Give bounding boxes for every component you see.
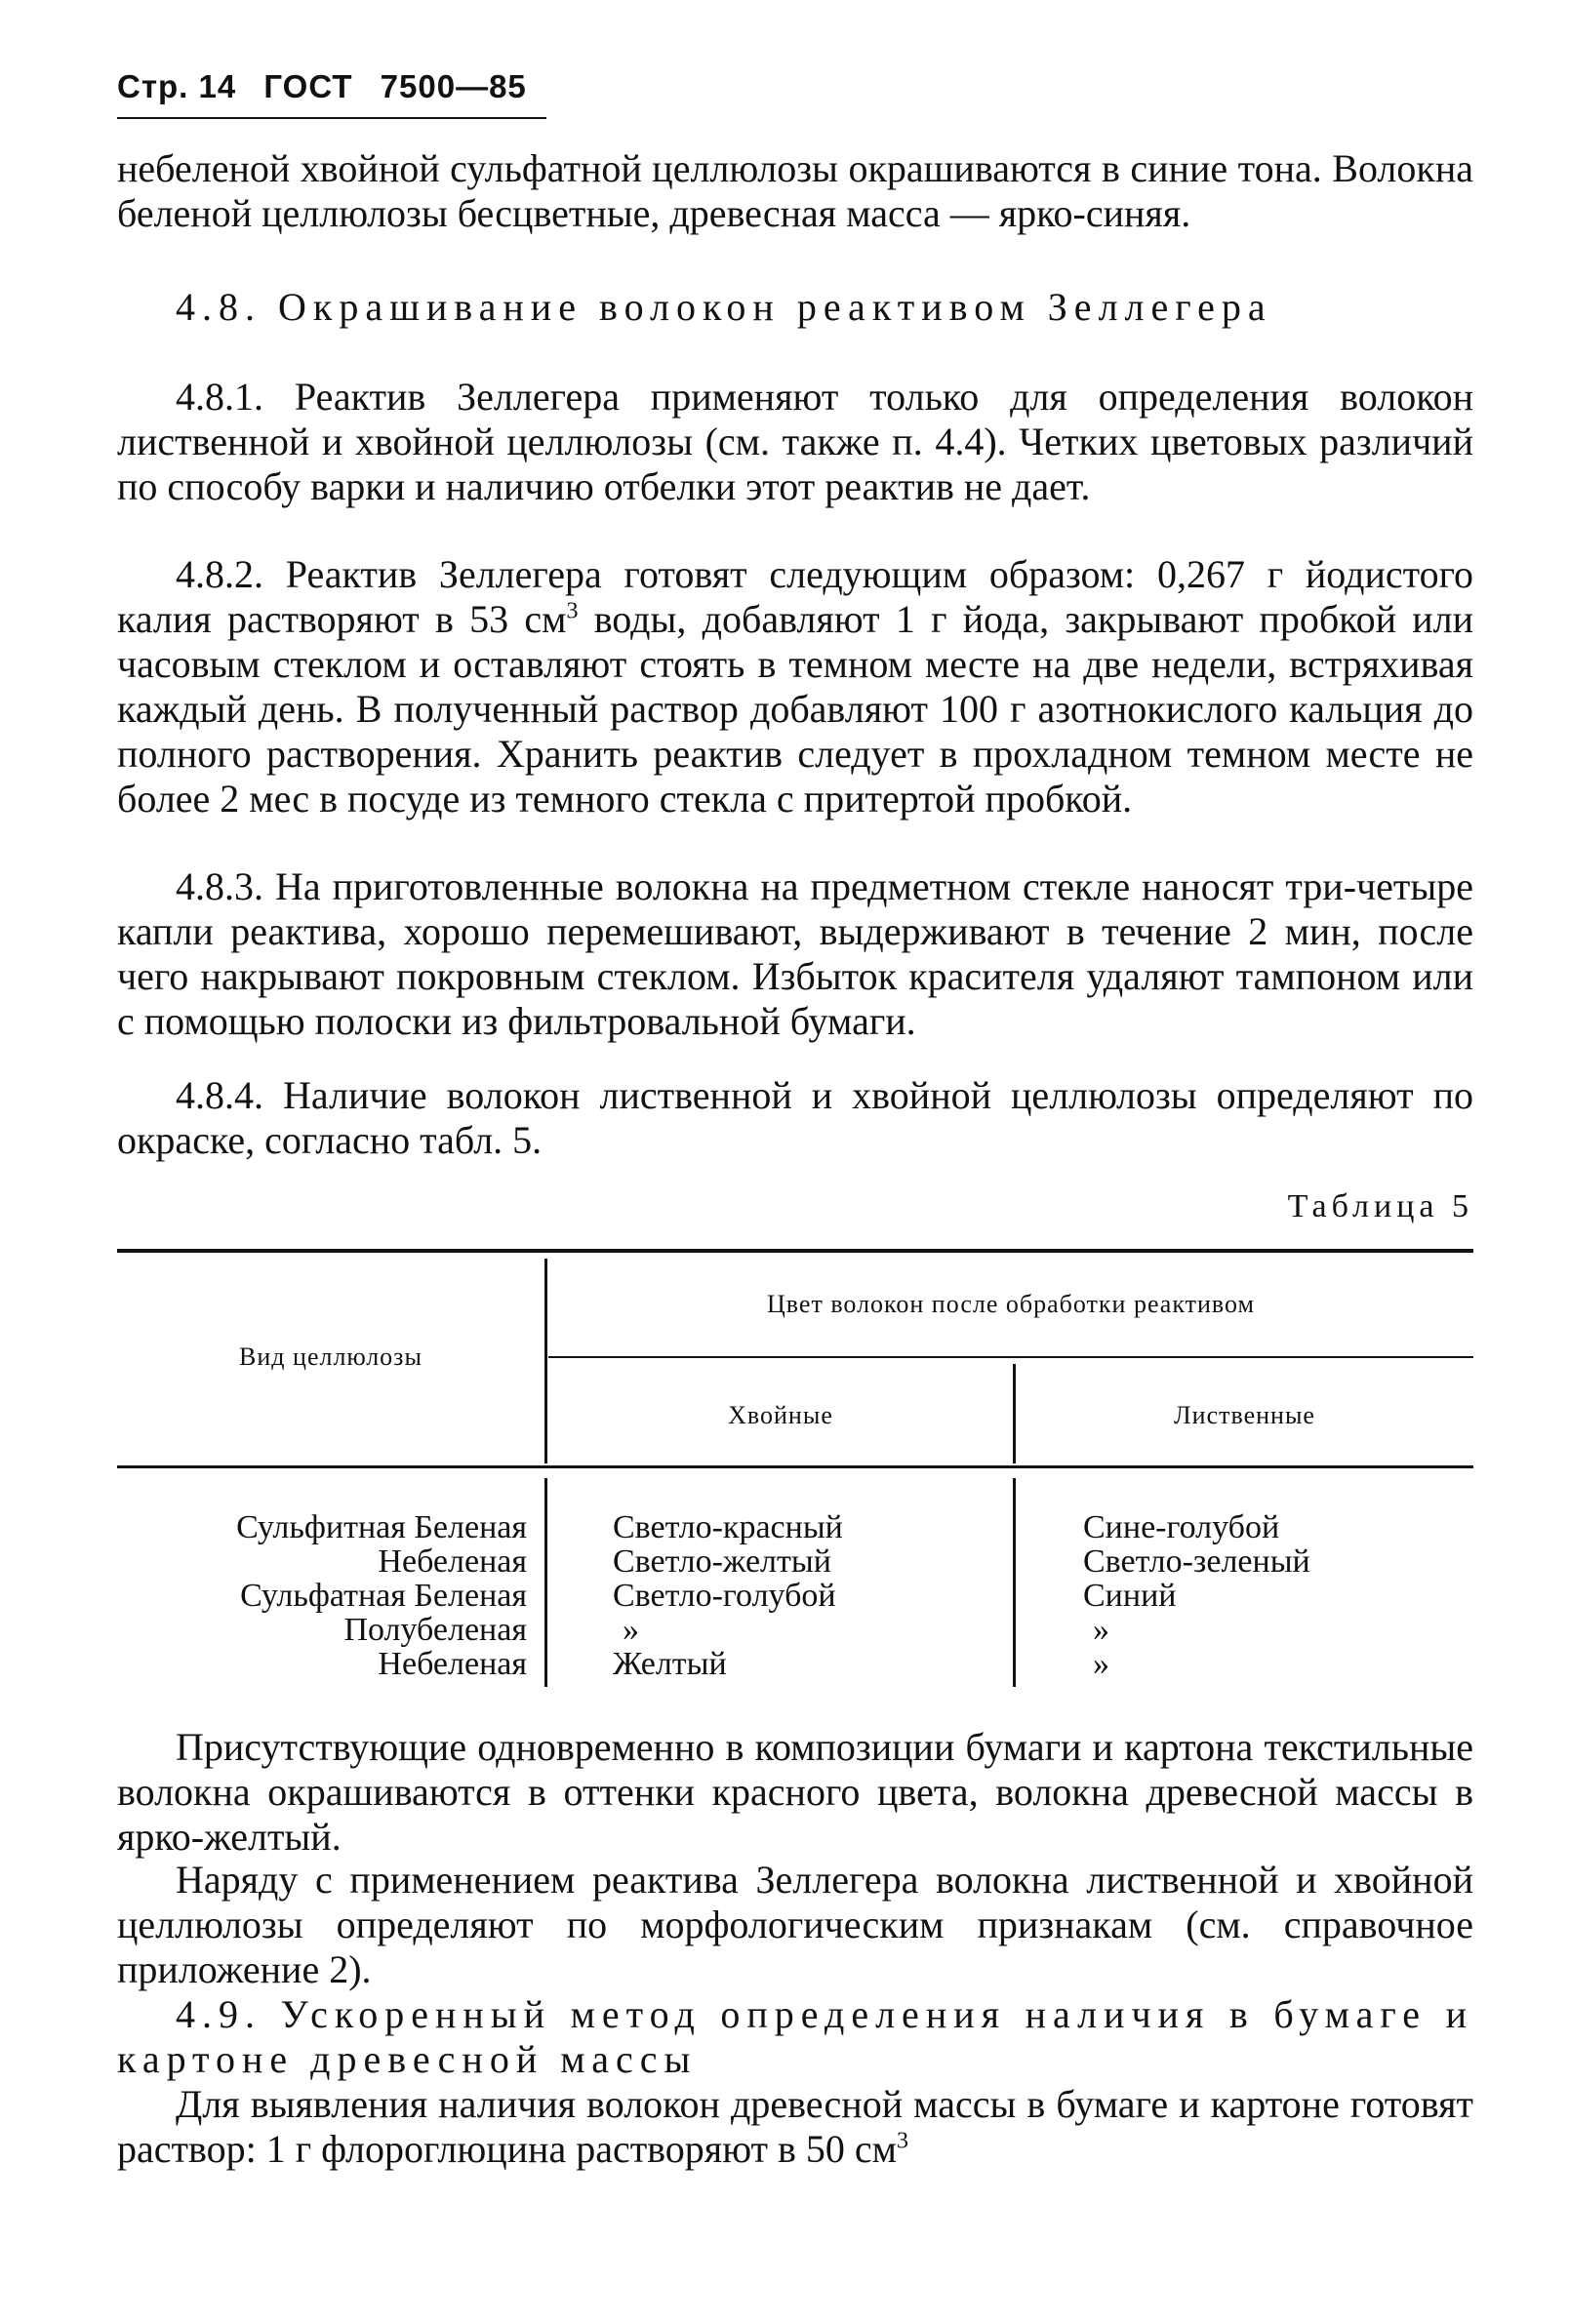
row-5-conifer: Желтый (613, 1646, 727, 1682)
row-4-leaf: » (1093, 1612, 1109, 1648)
section-number: 4.8. (176, 285, 262, 329)
row-1-kind: Сульфитная Беленая (236, 1509, 527, 1545)
table-header-bottom-rule (117, 1465, 1473, 1468)
section-title: Окрашивание волокон реактивом Зеллегера (278, 285, 1272, 329)
header-color: Цвет волокон после обработки реактивом (767, 1290, 1255, 1318)
row-3-kind: Сульфатная Беленая (240, 1578, 527, 1614)
paragraph-morphology: Наряду с применением реактива Зеллегера волокна лиственной и хвойной целлюлозы определяют по морфологическим признакам (см. справочное приложение 2). (117, 1858, 1473, 1991)
paragraph-4-8-2-part-a: 4.8.2. Реактив Зеллегера готовят следующим образом: 0,267 г йодистого калия растворяют в 53 см (117, 552, 1473, 641)
section-number: 4.9. (176, 1992, 262, 2036)
paragraph-4-8-2 (117, 552, 1473, 821)
table-caption: Таблица 5 (1287, 1188, 1473, 1224)
paragraph-4-8-3: 4.8.3. На приготовленные волокна на предметном стекле наносят три-четыре капли реактива, хорошо перемешивают, выдерживают в течение 2 мин, после чего накрывают покровным стеклом. Избыток красителя удаляют тампоном или с помощью полоски из фильтровальной бумаги. (117, 864, 1473, 1043)
page-header (117, 68, 544, 105)
paragraph-4-8-4: 4.8.4. Наличие волокон лиственной и хвойной целлюлозы определяют по окраске, согласно табл. 5. (117, 1073, 1473, 1162)
row-2-kind: Небеленая (378, 1543, 527, 1580)
row-2-conifer: Светло-желтый (613, 1543, 831, 1580)
row-5-leaf: » (1093, 1646, 1109, 1682)
paragraph-continuation: небеленой хвойной сульфатной целлюлозы окрашиваются в синие тона. Волокна беленой целлюлозы бесцветные, древесная масса — ярко-синяя. (117, 146, 1473, 235)
header-conifer: Хвойные (728, 1401, 833, 1429)
standard-number: 7500—85 (380, 68, 527, 104)
row-3-conifer: Светло-голубой (613, 1578, 836, 1614)
paragraph-4-8-1: 4.8.1. Реактив Зеллегера применяют только для определения волокон лиственной и хвойной целлюлозы (см. также п. 4.4). Четких цветовых различий по способу варки и наличию отбелки этот реактив не дает. (117, 375, 1473, 508)
row-4-conifer: » (623, 1612, 639, 1648)
row-1-conifer: Светло-красный (613, 1509, 843, 1545)
row-1-leaf: Сине-голубой (1083, 1509, 1280, 1545)
paragraph-floroglucin-text: Для выявления наличия волокон древесной массы в бумаге и картоне готовят раствор: 1 г флороглюцина растворяют в 50 см (117, 2082, 1473, 2171)
superscript: 3 (896, 2128, 908, 2154)
table-vline-body-2 (1013, 1478, 1016, 1687)
table-top-rule (117, 1249, 1473, 1253)
row-5-kind: Небеленая (378, 1646, 527, 1682)
table-header-subrule (548, 1356, 1473, 1358)
header-leaf: Лиственные (1174, 1401, 1315, 1429)
paragraph-floroglucin (117, 2082, 1473, 2172)
header-kind: Вид целлюлозы (239, 1342, 422, 1371)
section-4-8-heading (117, 285, 1473, 330)
superscript: 3 (566, 598, 579, 624)
paragraph-textile-fibers: Присутствующие одновременно в композиции бумаги и картона текстильные волокна окрашиваются в оттенки красного цвета, волокна древесной массы в ярко-желтый. (117, 1725, 1473, 1859)
row-2-leaf: Светло-зеленый (1083, 1543, 1310, 1580)
page-number: Стр. 14 (117, 68, 237, 104)
section-title: Ускоренный метод определения наличия в бумаге и картоне древесной массы (117, 1992, 1473, 2081)
row-4-kind: Полубеленая (343, 1612, 527, 1648)
table-vline-body-1 (544, 1478, 547, 1687)
row-3-leaf: Синий (1083, 1578, 1177, 1614)
table-5 (117, 1249, 1473, 1698)
paragraph-4-8-2-part-b: воды, добавляют 1 г йода, закрывают пробкой или часовым стеклом и оставляют стоять в темном месте на две недели, встряхивая каждый день. В полученный раствор добавляют 100 г азотнокислого кальция до полного растворения. Хранить реактив следует в прохладном темном месте не более 2 мес в посуде из темного стекла с притертой пробкой. (117, 597, 1473, 821)
section-4-9-heading (117, 1992, 1473, 2082)
table-vline-header-1 (544, 1259, 547, 1463)
header-rule (117, 117, 546, 119)
standard-label: ГОСТ (263, 68, 353, 104)
